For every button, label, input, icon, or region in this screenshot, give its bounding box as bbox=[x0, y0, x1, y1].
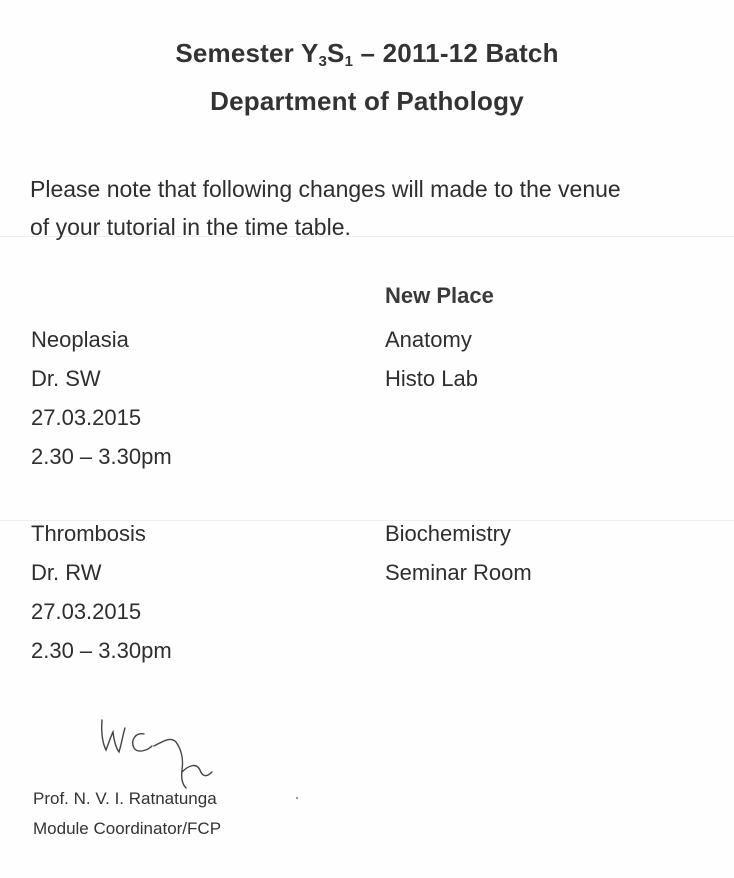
tutorial-date: 27.03.2015 bbox=[31, 405, 142, 430]
new-place-line-2: Seminar Room bbox=[385, 560, 532, 585]
tutorial-topic: Neoplasia bbox=[31, 327, 129, 352]
tutorial-details-2 bbox=[31, 514, 172, 670]
handwritten-signature bbox=[96, 712, 256, 792]
new-place-line-1: Anatomy bbox=[385, 327, 472, 352]
tutorial-date: 27.03.2015 bbox=[31, 599, 142, 624]
notice-paragraph bbox=[30, 170, 710, 246]
signatory-block bbox=[33, 784, 221, 844]
tutorial-time: 2.30 – 3.30pm bbox=[31, 444, 172, 469]
document-title bbox=[0, 38, 734, 69]
new-place-2 bbox=[385, 514, 532, 592]
tutorial-topic: Thrombosis bbox=[31, 521, 146, 546]
signatory-role: Module Coordinator/FCP bbox=[33, 819, 222, 838]
notice-line-2: of your tutorial in the time table. bbox=[30, 214, 351, 240]
title-prefix: Semester Y bbox=[175, 38, 319, 68]
new-place-1 bbox=[385, 320, 478, 398]
new-place-line-1: Biochemistry bbox=[385, 521, 511, 546]
tutorial-time: 2.30 – 3.30pm bbox=[31, 638, 172, 663]
signatory-name: Prof. N. V. I. Ratnatunga bbox=[33, 789, 217, 808]
new-place-line-2: Histo Lab bbox=[385, 366, 478, 391]
new-place-heading: New Place bbox=[385, 283, 494, 308]
department-heading: Department of Pathology bbox=[210, 86, 524, 116]
title-suffix: – 2011-12 Batch bbox=[353, 38, 559, 68]
title-middle: S bbox=[327, 38, 345, 68]
title-subscript-1: 3 bbox=[318, 53, 328, 70]
tutorial-lecturer: Dr. RW bbox=[31, 560, 102, 585]
scan-speck bbox=[296, 797, 298, 799]
tutorial-lecturer: Dr. SW bbox=[31, 366, 101, 391]
notice-line-1: Please note that following changes will made to the venue bbox=[30, 176, 621, 202]
tutorial-details-1 bbox=[31, 320, 172, 476]
title-subscript-2: 1 bbox=[344, 53, 354, 70]
